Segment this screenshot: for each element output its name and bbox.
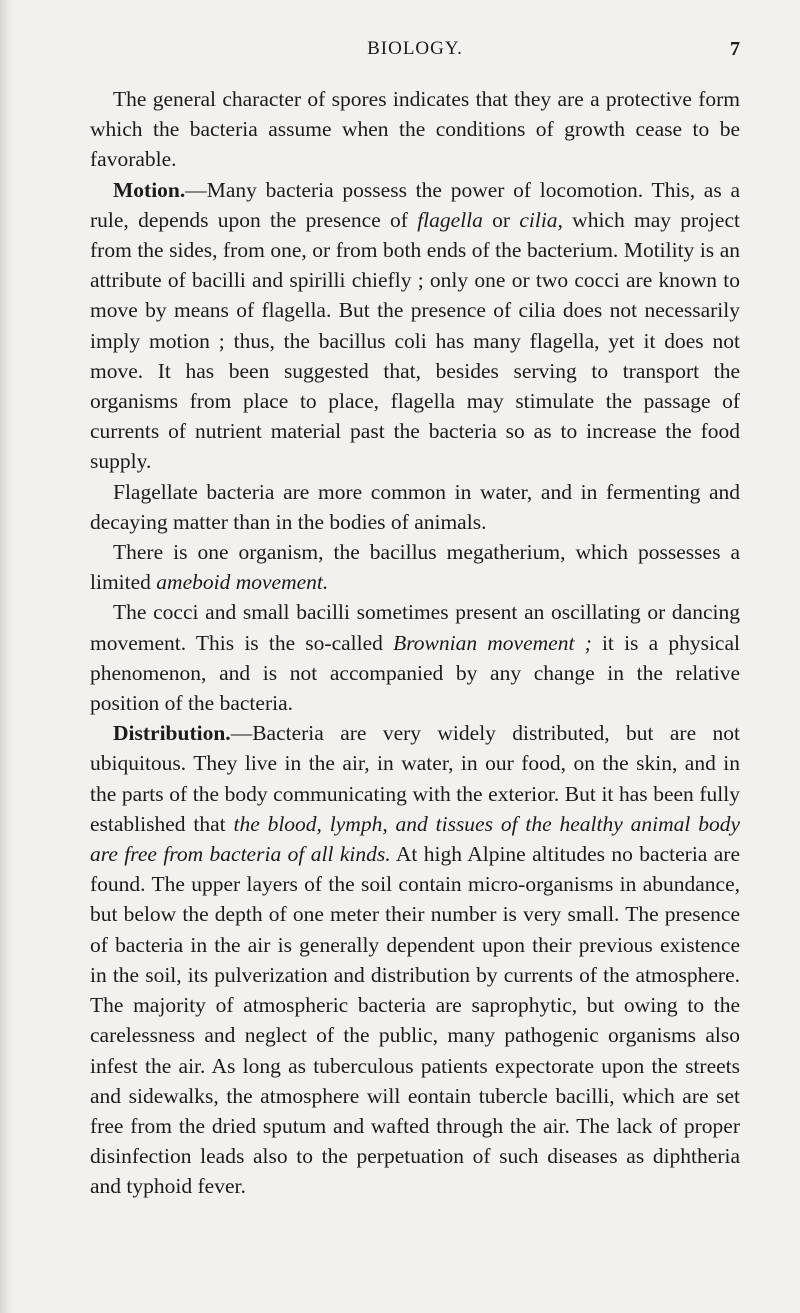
italic-term-cilia: cilia, <box>519 207 563 232</box>
paragraph-text: There is one organism, the bacillus megatherium, which possesses a limited <box>90 540 740 595</box>
paragraph-spores <box>90 84 740 175</box>
paragraph-text: or <box>482 207 520 232</box>
section-heading-motion: Motion. <box>113 177 186 202</box>
italic-term-brownian: Brownian movement ; <box>393 630 592 655</box>
paragraph-text: At high Alpine altitudes no bacteria are found. The upper layers of the soil contain micro-organisms in abundance, but below the depth of one meter their number is very small. The presence of bacteria in the air is generally dependent upon their previous existence in the soil, its pulverization and distribution by currents of the atmosphere. The majority of atmospheric bacteria are saprophytic, but owing to the carelessness and neglect of the public, many pathogenic organisms also infest the air. As long as tuberculous patients expectorate upon the streets and sidewalks, the atmosphere will eontain tubercle bacilli, which are set free from the dried sputum and wafted through the air. The lack of proper disinfection leads also to the perpetuation of such diseases as diphtheria and typhoid fever. <box>90 842 740 1199</box>
running-head: BIOLOGY. <box>367 38 463 59</box>
paragraph-distribution <box>90 718 740 1201</box>
paragraph-megatherium <box>90 537 740 597</box>
paragraph-text: it is a physical phenomenon, and is not accompanied by any change in the relative position of the bacteria. <box>90 630 740 716</box>
paragraph-flagellate <box>90 477 740 537</box>
italic-statement-blood: the blood, lymph, and tissues of the healthy animal body are free from bacteria of all kinds. <box>90 811 740 867</box>
paragraph-text: Flagellate bacteria are more common in water, and in fermenting and decaying matter than in the bodies of animals. <box>90 479 740 534</box>
page-number: 7 <box>730 38 740 60</box>
page-edge-shadow <box>0 0 14 1313</box>
paragraph-text: —Bacteria are very widely distributed, but are not ubiquitous. They live in the air, in water, in our food, on the skin, and in the parts of the body communicating with the exterior. But it has been fully established that <box>90 721 740 836</box>
italic-term-ameboid: ameboid movement. <box>156 570 329 595</box>
paragraph-text: which may project from the sides, from one, or from both ends of the bacterium. Motility is an attribute of bacilli and spirilli chiefly ; only one or two cocci are known to move by means of flagella. But the presence of cilia does not necessarily imply motion ; thus, the bacillus coli has many flagella, yet it does not move. It has been suggested that, besides serving to transport the organisms from place to place, flagella may stimulate the passage of currents of nutrient material past the bacteria so as to increase the food supply. <box>90 207 740 474</box>
paragraph-text: The general character of spores indicates that they are a protective form which the bacteria assume when the conditions of growth cease to be favorable. <box>90 87 740 172</box>
page-header <box>90 38 740 68</box>
paragraph-motion <box>90 175 740 477</box>
italic-term-flagella: flagella <box>417 207 483 232</box>
paragraph-text: The cocci and small bacilli sometimes present an oscillating or dancing movement. This is the so-called <box>90 600 740 655</box>
section-heading-distribution: Distribution. <box>113 721 231 746</box>
paragraph-text: —Many bacteria possess the power of locomotion. This, as a rule, depends upon the presence of <box>90 177 740 232</box>
body-text <box>90 84 740 1202</box>
paragraph-brownian <box>90 597 740 718</box>
